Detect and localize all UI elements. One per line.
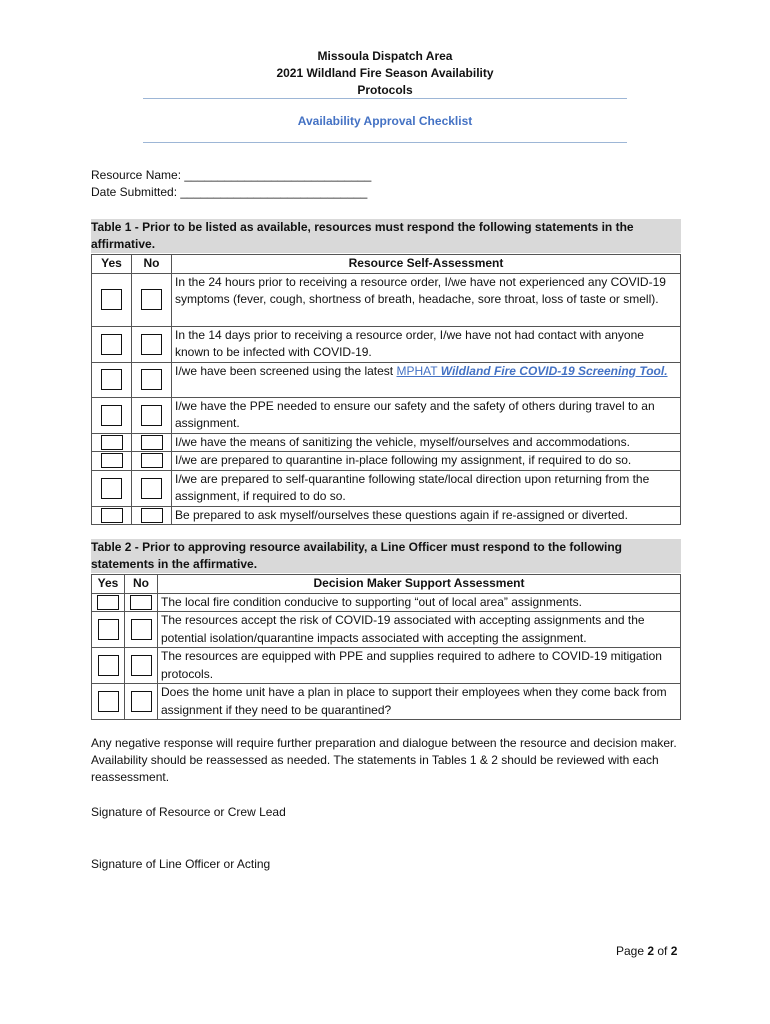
yes-checkbox[interactable] [101,369,122,390]
yes-checkbox[interactable] [101,478,122,499]
table-row [92,470,681,506]
screening-tool-link[interactable] [396,364,667,378]
table2-col-header: Decision Maker Support Assessment [158,575,681,594]
table-row [92,684,681,720]
statement-text: Does the home unit have a plan in place to support their employees when they come back from assignment if they need to be quarantined? [158,684,681,720]
table-row [92,397,681,433]
no-checkbox[interactable] [131,691,152,712]
table-row [92,612,681,648]
table-row [92,452,681,471]
negative-response-note: Any negative response will require further preparation and dialogue between the resource and decision maker. Availability should be reassessed as needed. The statements in Tables 1 & 2 should be reviewed with each reassessment. [91,736,677,784]
statement-text: I/we have the PPE needed to ensure our safety and the safety of others during travel to an assignment. [172,397,681,433]
table1-caption: Table 1 - Prior to be listed as available, resources must respond the following statements in the affirmative. [91,219,681,253]
statement-text-prefix: I/we have been screened using the latest [175,363,397,378]
resource-name-field[interactable]: Resource Name: ____________________________ [91,168,372,182]
table1-col-yes: Yes [92,255,132,274]
statement-text: The resources are equipped with PPE and supplies required to adhere to COVID-19 mitigation protocols. [158,648,681,684]
header-divider-bottom [143,142,627,143]
table-row [92,362,681,397]
link-part-b: Wildland Fire COVID-19 Screening Tool. [440,363,668,378]
statement-text: The resources accept the risk of COVID-19 associated with accepting assignments and the potential isolation/quarantine impacts associated with accepting the assignment. [158,612,681,648]
header-line-2: 2021 Wildland Fire Season Availability [276,66,494,80]
table-row [92,648,681,684]
yes-checkbox[interactable] [101,289,122,310]
document-header [0,48,770,99]
statement-text: The local fire condition conducive to supporting “out of local area” assignments. [158,593,681,612]
no-checkbox[interactable] [141,405,162,426]
no-checkbox[interactable] [131,619,152,640]
statement-text: Be prepared to ask myself/ourselves these questions again if re-assigned or diverted. [172,506,681,525]
yes-checkbox[interactable] [98,655,119,676]
table2-decision-assessment [91,574,681,720]
yes-checkbox[interactable] [101,405,122,426]
header-line-1: Missoula Dispatch Area [317,49,453,63]
statement-text: In the 24 hours prior to receiving a resource order, I/we have not experienced any COVID-19 symptoms (fever, cough, shortness of breath, headache, sore throat, loss of taste or smell). [172,273,681,326]
no-checkbox[interactable] [141,453,163,468]
page-total: 2 [670,944,678,958]
table1-col-header: Resource Self-Assessment [172,255,681,274]
statement-text: In the 14 days prior to receiving a resource order, I/we have not had contact with anyone known to be infected with COVID-19. [172,326,681,362]
statement-text: I/we are prepared to quarantine in-place following my assignment, if required to do so. [172,452,681,471]
signature-officer-label: Signature of Line Officer or Acting [91,857,271,871]
table-row [92,593,681,612]
link-part-a: MPHAT [396,363,441,378]
page-prefix: Page [616,944,648,958]
yes-checkbox[interactable] [98,619,119,640]
yes-checkbox[interactable] [101,508,123,523]
page-current: 2 [647,944,655,958]
yes-checkbox[interactable] [101,453,123,468]
header-line-3: Protocols [357,83,413,97]
table2-caption: Table 2 - Prior to approving resource availability, a Line Officer must respond to the following statements in the affirmative. [91,539,681,573]
table2-header-row [92,575,681,594]
table-row [92,326,681,362]
statement-text: I/we have the means of sanitizing the vehicle, myself/ourselves and accommodations. [172,433,681,452]
no-checkbox[interactable] [141,508,163,523]
yes-checkbox[interactable] [97,595,119,610]
yes-checkbox[interactable] [98,691,119,712]
yes-checkbox[interactable] [101,435,123,450]
no-checkbox[interactable] [141,334,162,355]
page-of: of [654,944,671,958]
no-checkbox[interactable] [131,655,152,676]
table1-col-no: No [132,255,172,274]
no-checkbox[interactable] [130,595,152,610]
checklist-subtitle: Availability Approval Checklist [297,114,473,128]
yes-checkbox[interactable] [101,334,122,355]
no-checkbox[interactable] [141,478,162,499]
table1-header-row [92,255,681,274]
table-row [92,506,681,525]
table2-col-yes: Yes [92,575,125,594]
date-submitted-field[interactable]: Date Submitted: ____________________________ [91,185,368,199]
no-checkbox[interactable] [141,289,162,310]
statement-text [172,362,681,397]
no-checkbox[interactable] [141,435,163,450]
table-row [92,433,681,452]
table2-col-no: No [125,575,158,594]
no-checkbox[interactable] [141,369,162,390]
page-number [616,944,677,958]
header-divider-top [143,98,627,99]
signature-resource-label: Signature of Resource or Crew Lead [91,805,286,819]
table1-self-assessment [91,254,681,525]
table-row [92,273,681,326]
statement-text: I/we are prepared to self-quarantine following state/local direction upon returning from the assignment, if required to do so. [172,470,681,506]
